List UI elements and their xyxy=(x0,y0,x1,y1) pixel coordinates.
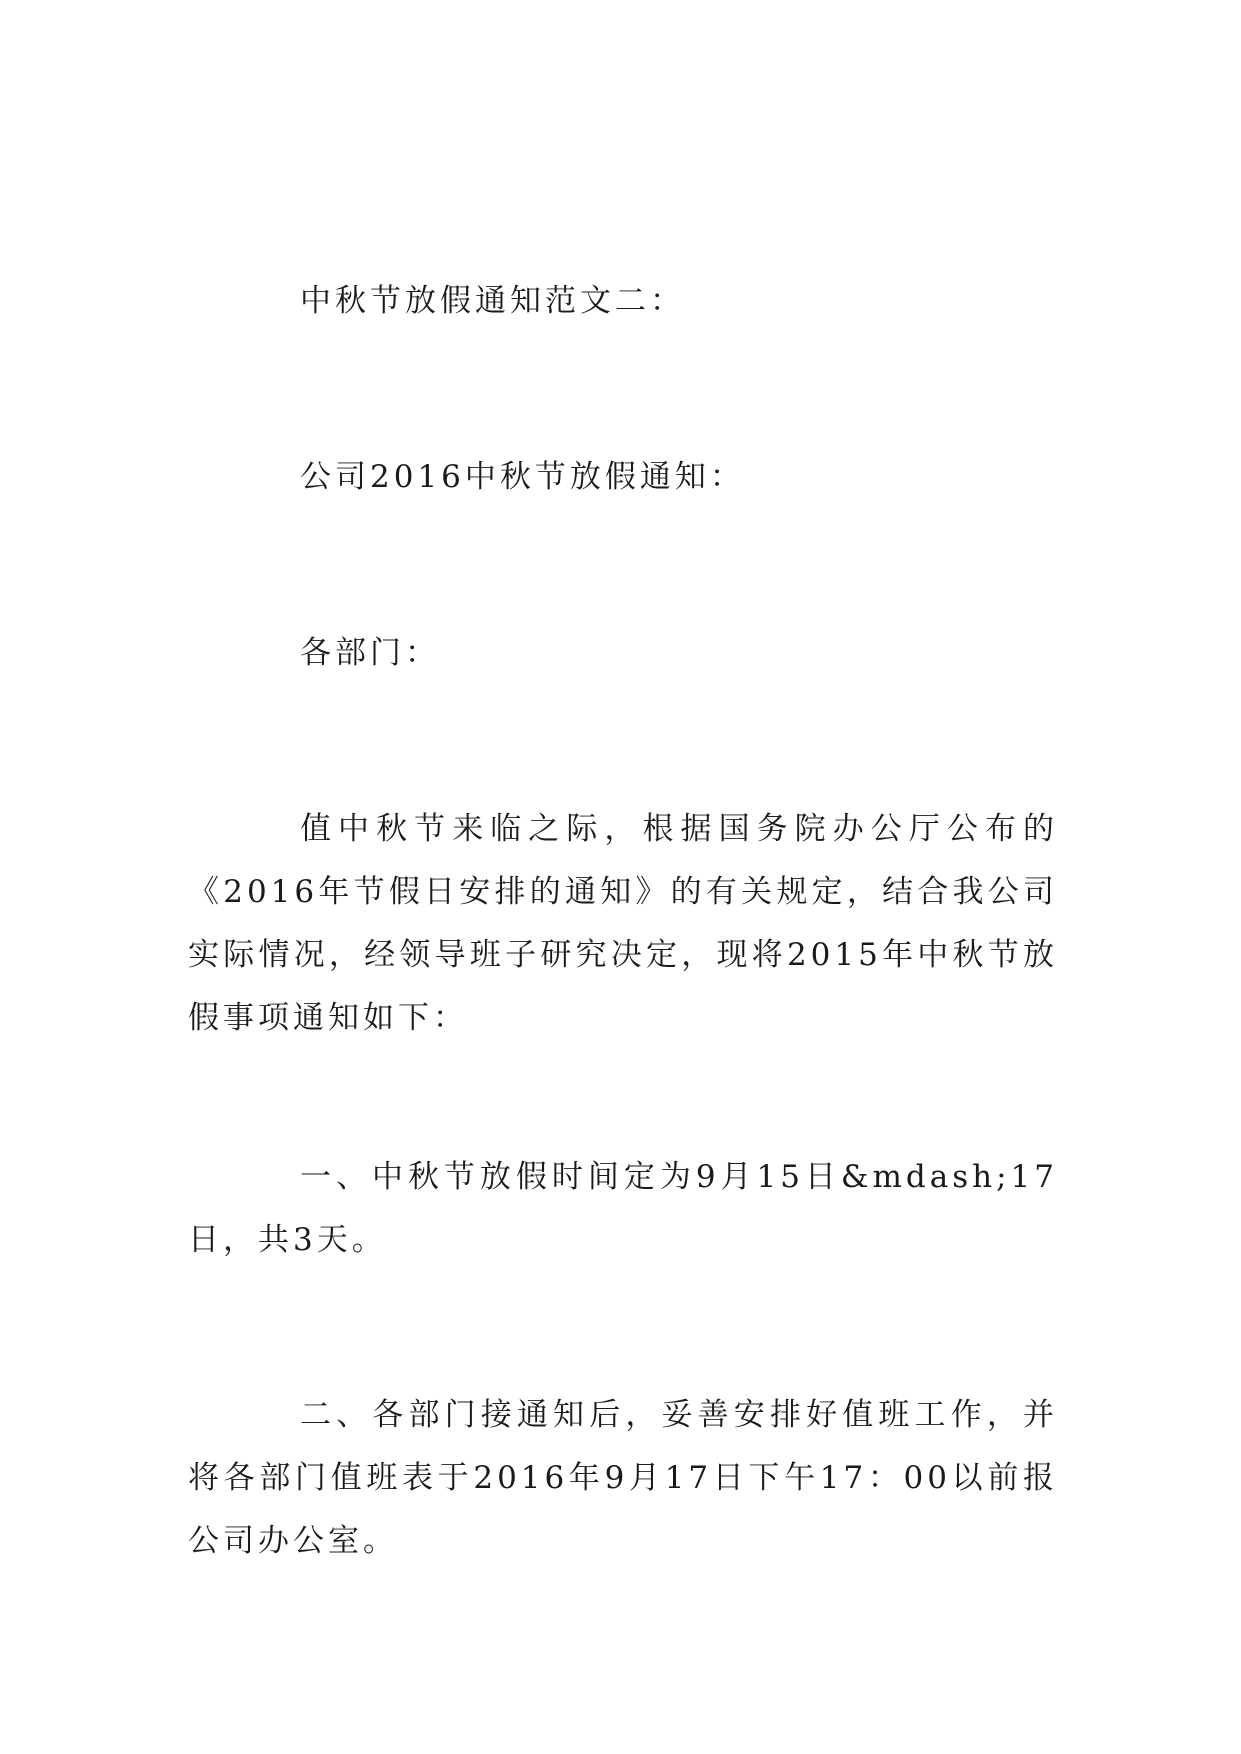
paragraph-notice-title: 公司2016中秋节放假通知： xyxy=(300,459,745,495)
paragraph-item-1: 一、中秋节放假时间定为9月15日&mdash;17日，共3天。 xyxy=(188,1159,1058,1258)
paragraph-item-2: 二、各部门接通知后，妥善安排好值班工作，并将各部门值班表于2016年9月17日下午17：00以前报公司办公室。 xyxy=(188,1397,1058,1559)
paragraph-salutation: 各部门： xyxy=(300,635,440,671)
paragraph-intro: 值中秋节来临之际，根据国务院办公厅公布的《2016年节假日安排的通知》的有关规定，结合我公司实际情况，经领导班子研究决定，现将2015年中秋节放假事项通知如下： xyxy=(188,811,1058,1036)
paragraph-heading: 中秋节放假通知范文二： xyxy=(300,283,685,319)
